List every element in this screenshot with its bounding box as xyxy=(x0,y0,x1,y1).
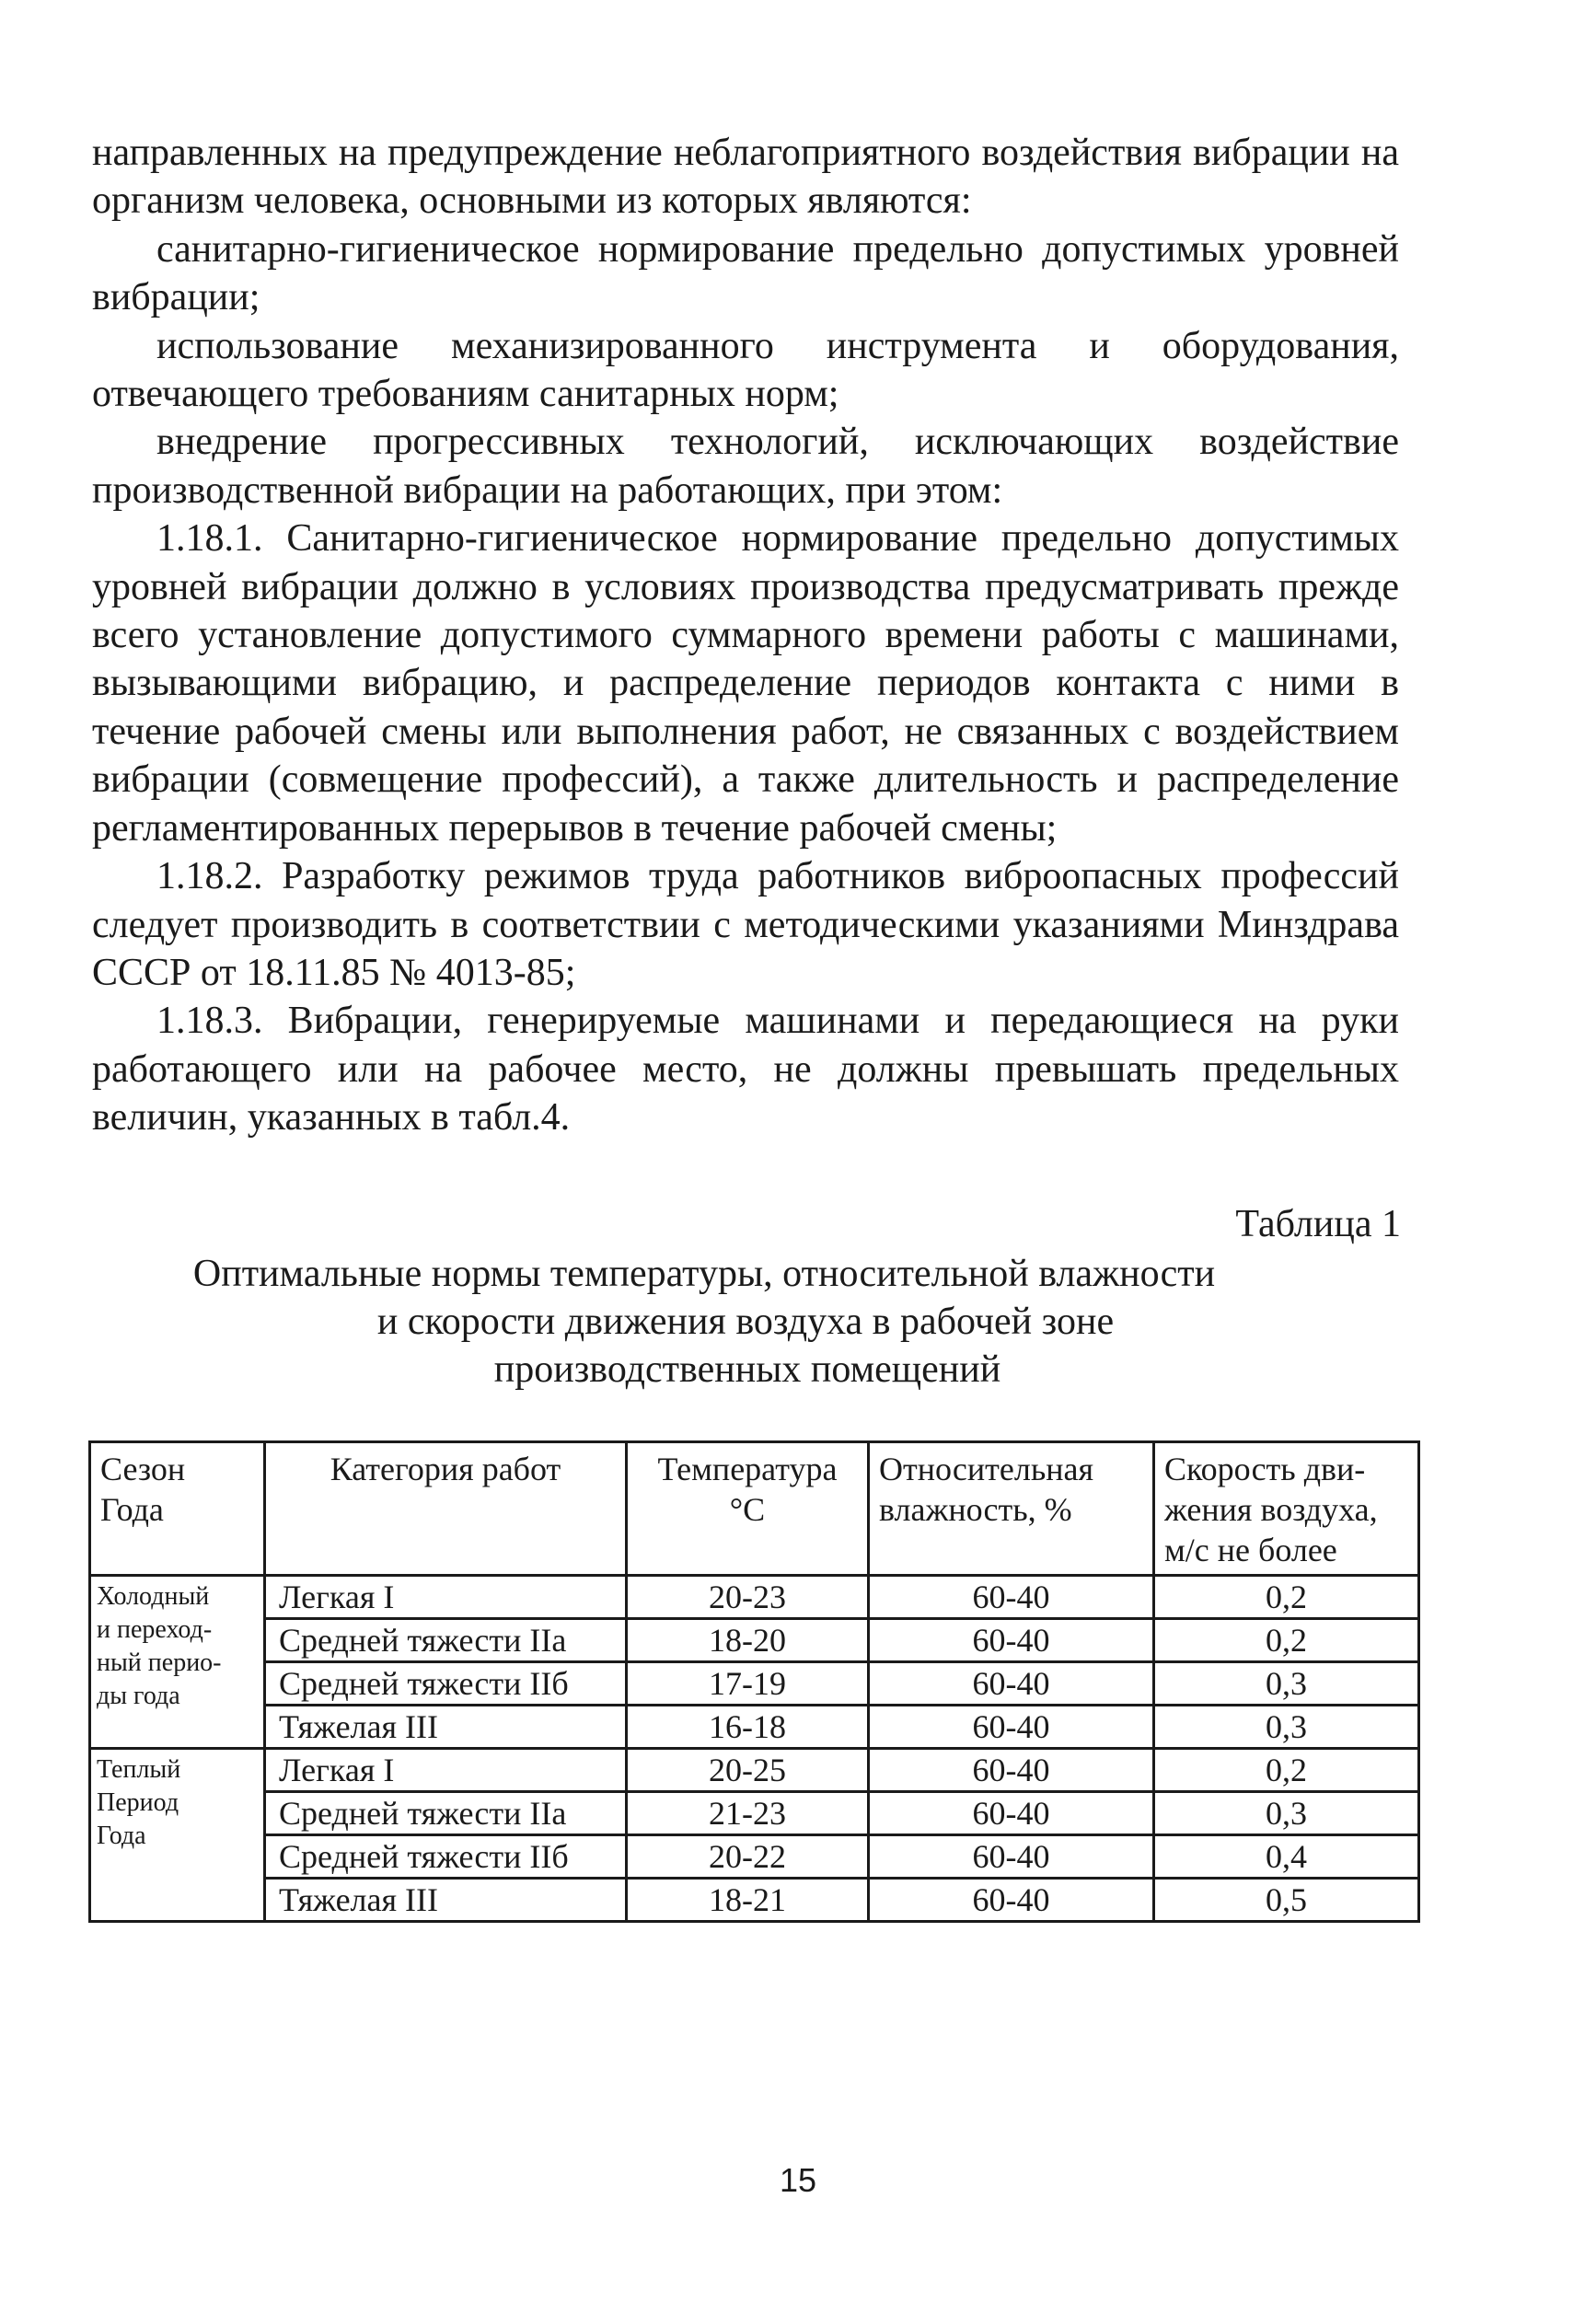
cell-temperature: 20-23 xyxy=(627,1576,869,1619)
table-label: Таблица 1 xyxy=(1235,1203,1401,1245)
paragraph-1-18-2: 1.18.2. Разработку режимов труда работников виброопасных профессий следует производить в соответствии с методическими указаниями Минздрава СССР от 18.11.85 № 4013-85; xyxy=(92,855,1399,994)
cell-humidity: 60-40 xyxy=(869,1879,1154,1922)
cell-temperature: 18-21 xyxy=(627,1879,869,1922)
table-title-line: производственных помещений xyxy=(493,1348,1001,1391)
cell-category: Средней тяжести IIа xyxy=(265,1792,627,1835)
cell-category: Тяжелая III xyxy=(265,1879,627,1922)
table-title xyxy=(147,1250,1344,1394)
cell-humidity: 60-40 xyxy=(869,1835,1154,1879)
paragraph-sanitary-norms: санитарно-гигиеническое нормирование предельно допустимых уровней вибрации; xyxy=(92,227,1399,319)
cell-air-speed: 0,3 xyxy=(1154,1706,1419,1749)
cell-air-speed: 0,3 xyxy=(1154,1662,1419,1706)
table-row xyxy=(90,1662,1419,1706)
cell-temperature: 20-25 xyxy=(627,1749,869,1792)
cell-air-speed: 0,4 xyxy=(1154,1835,1419,1879)
table-row xyxy=(90,1749,1419,1792)
cell-air-speed: 0,5 xyxy=(1154,1879,1419,1922)
cell-air-speed: 0,2 xyxy=(1154,1619,1419,1662)
cell-temperature: 20-22 xyxy=(627,1835,869,1879)
paragraph-1-18-1: 1.18.1. Санитарно-гигиеническое нормирование предельно допустимых уровней вибрации должно в условиях производства предусматривать прежде всего установление допустимого суммарного времени работы с машинами, вызывающими вибрацию, и распределение периодов контакта с ними в течение рабочей смены или выполнения работ, не связанных с воздействием вибрации (совмещение профессий), а также длительность и распределение регламентированных перерывов в течение рабочей смены; xyxy=(92,517,1399,850)
paragraph-1-18-3: 1.18.3. Вибрации, генерируемые машинами и передающиеся на руки работающего или на рабочее место, не должны превышать предельных величин, указанных в табл.4. xyxy=(92,1000,1399,1139)
paragraph-intro: направленных на предупреждение неблагоприятного воздействия вибрации на организм человека, основными из которых являются: xyxy=(92,132,1399,223)
table-row xyxy=(90,1879,1419,1922)
cell-category: Легкая I xyxy=(265,1576,627,1619)
header-air-speed: Скорость дви- жения воздуха, м/с не более xyxy=(1154,1442,1419,1576)
table-row xyxy=(90,1835,1419,1879)
table-row xyxy=(90,1706,1419,1749)
cell-air-speed: 0,3 xyxy=(1154,1792,1419,1835)
cell-category: Средней тяжести IIб xyxy=(265,1662,627,1706)
table-row xyxy=(90,1576,1419,1619)
cell-temperature: 17-19 xyxy=(627,1662,869,1706)
cell-humidity: 60-40 xyxy=(869,1576,1154,1619)
cell-category: Средней тяжести IIа xyxy=(265,1619,627,1662)
cell-temperature: 16-18 xyxy=(627,1706,869,1749)
cell-category: Средней тяжести IIб xyxy=(265,1835,627,1879)
cell-temperature: 21-23 xyxy=(627,1792,869,1835)
season-warm: Теплый Период Года xyxy=(90,1749,265,1922)
cell-air-speed: 0,2 xyxy=(1154,1749,1419,1792)
cell-category: Легкая I xyxy=(265,1749,627,1792)
season-cold: Холодный и переход- ный перио- ды года xyxy=(90,1576,265,1749)
body-text xyxy=(92,129,1399,1142)
table-header-row xyxy=(90,1442,1419,1576)
header-category: Категория работ xyxy=(265,1442,627,1576)
header-season: Сезон Года xyxy=(90,1442,265,1576)
table-row xyxy=(90,1792,1419,1835)
cell-humidity: 60-40 xyxy=(869,1619,1154,1662)
table-title-line: Оптимальные нормы температуры, относительной влажности xyxy=(192,1253,1216,1295)
header-temperature: Температура °С xyxy=(627,1442,869,1576)
cell-category: Тяжелая III xyxy=(265,1706,627,1749)
cell-humidity: 60-40 xyxy=(869,1706,1154,1749)
paragraph-progressive-tech: внедрение прогрессивных технологий, исключающих воздействие производственной вибрации на работающих, при этом: xyxy=(92,421,1399,512)
table-row xyxy=(90,1619,1419,1662)
table-title-line: и скорости движения воздуха в рабочей зоне xyxy=(376,1301,1115,1343)
norms-table xyxy=(88,1440,1420,1923)
cell-humidity: 60-40 xyxy=(869,1792,1154,1835)
paragraph-mechanized-tools: использование механизированного инструмента и оборудования, отвечающего требованиям санитарных норм; xyxy=(92,324,1399,416)
page-number: 15 xyxy=(779,2161,817,2199)
header-humidity: Относительная влажность, % xyxy=(869,1442,1154,1576)
cell-humidity: 60-40 xyxy=(869,1662,1154,1706)
cell-humidity: 60-40 xyxy=(869,1749,1154,1792)
cell-temperature: 18-20 xyxy=(627,1619,869,1662)
cell-air-speed: 0,2 xyxy=(1154,1576,1419,1619)
